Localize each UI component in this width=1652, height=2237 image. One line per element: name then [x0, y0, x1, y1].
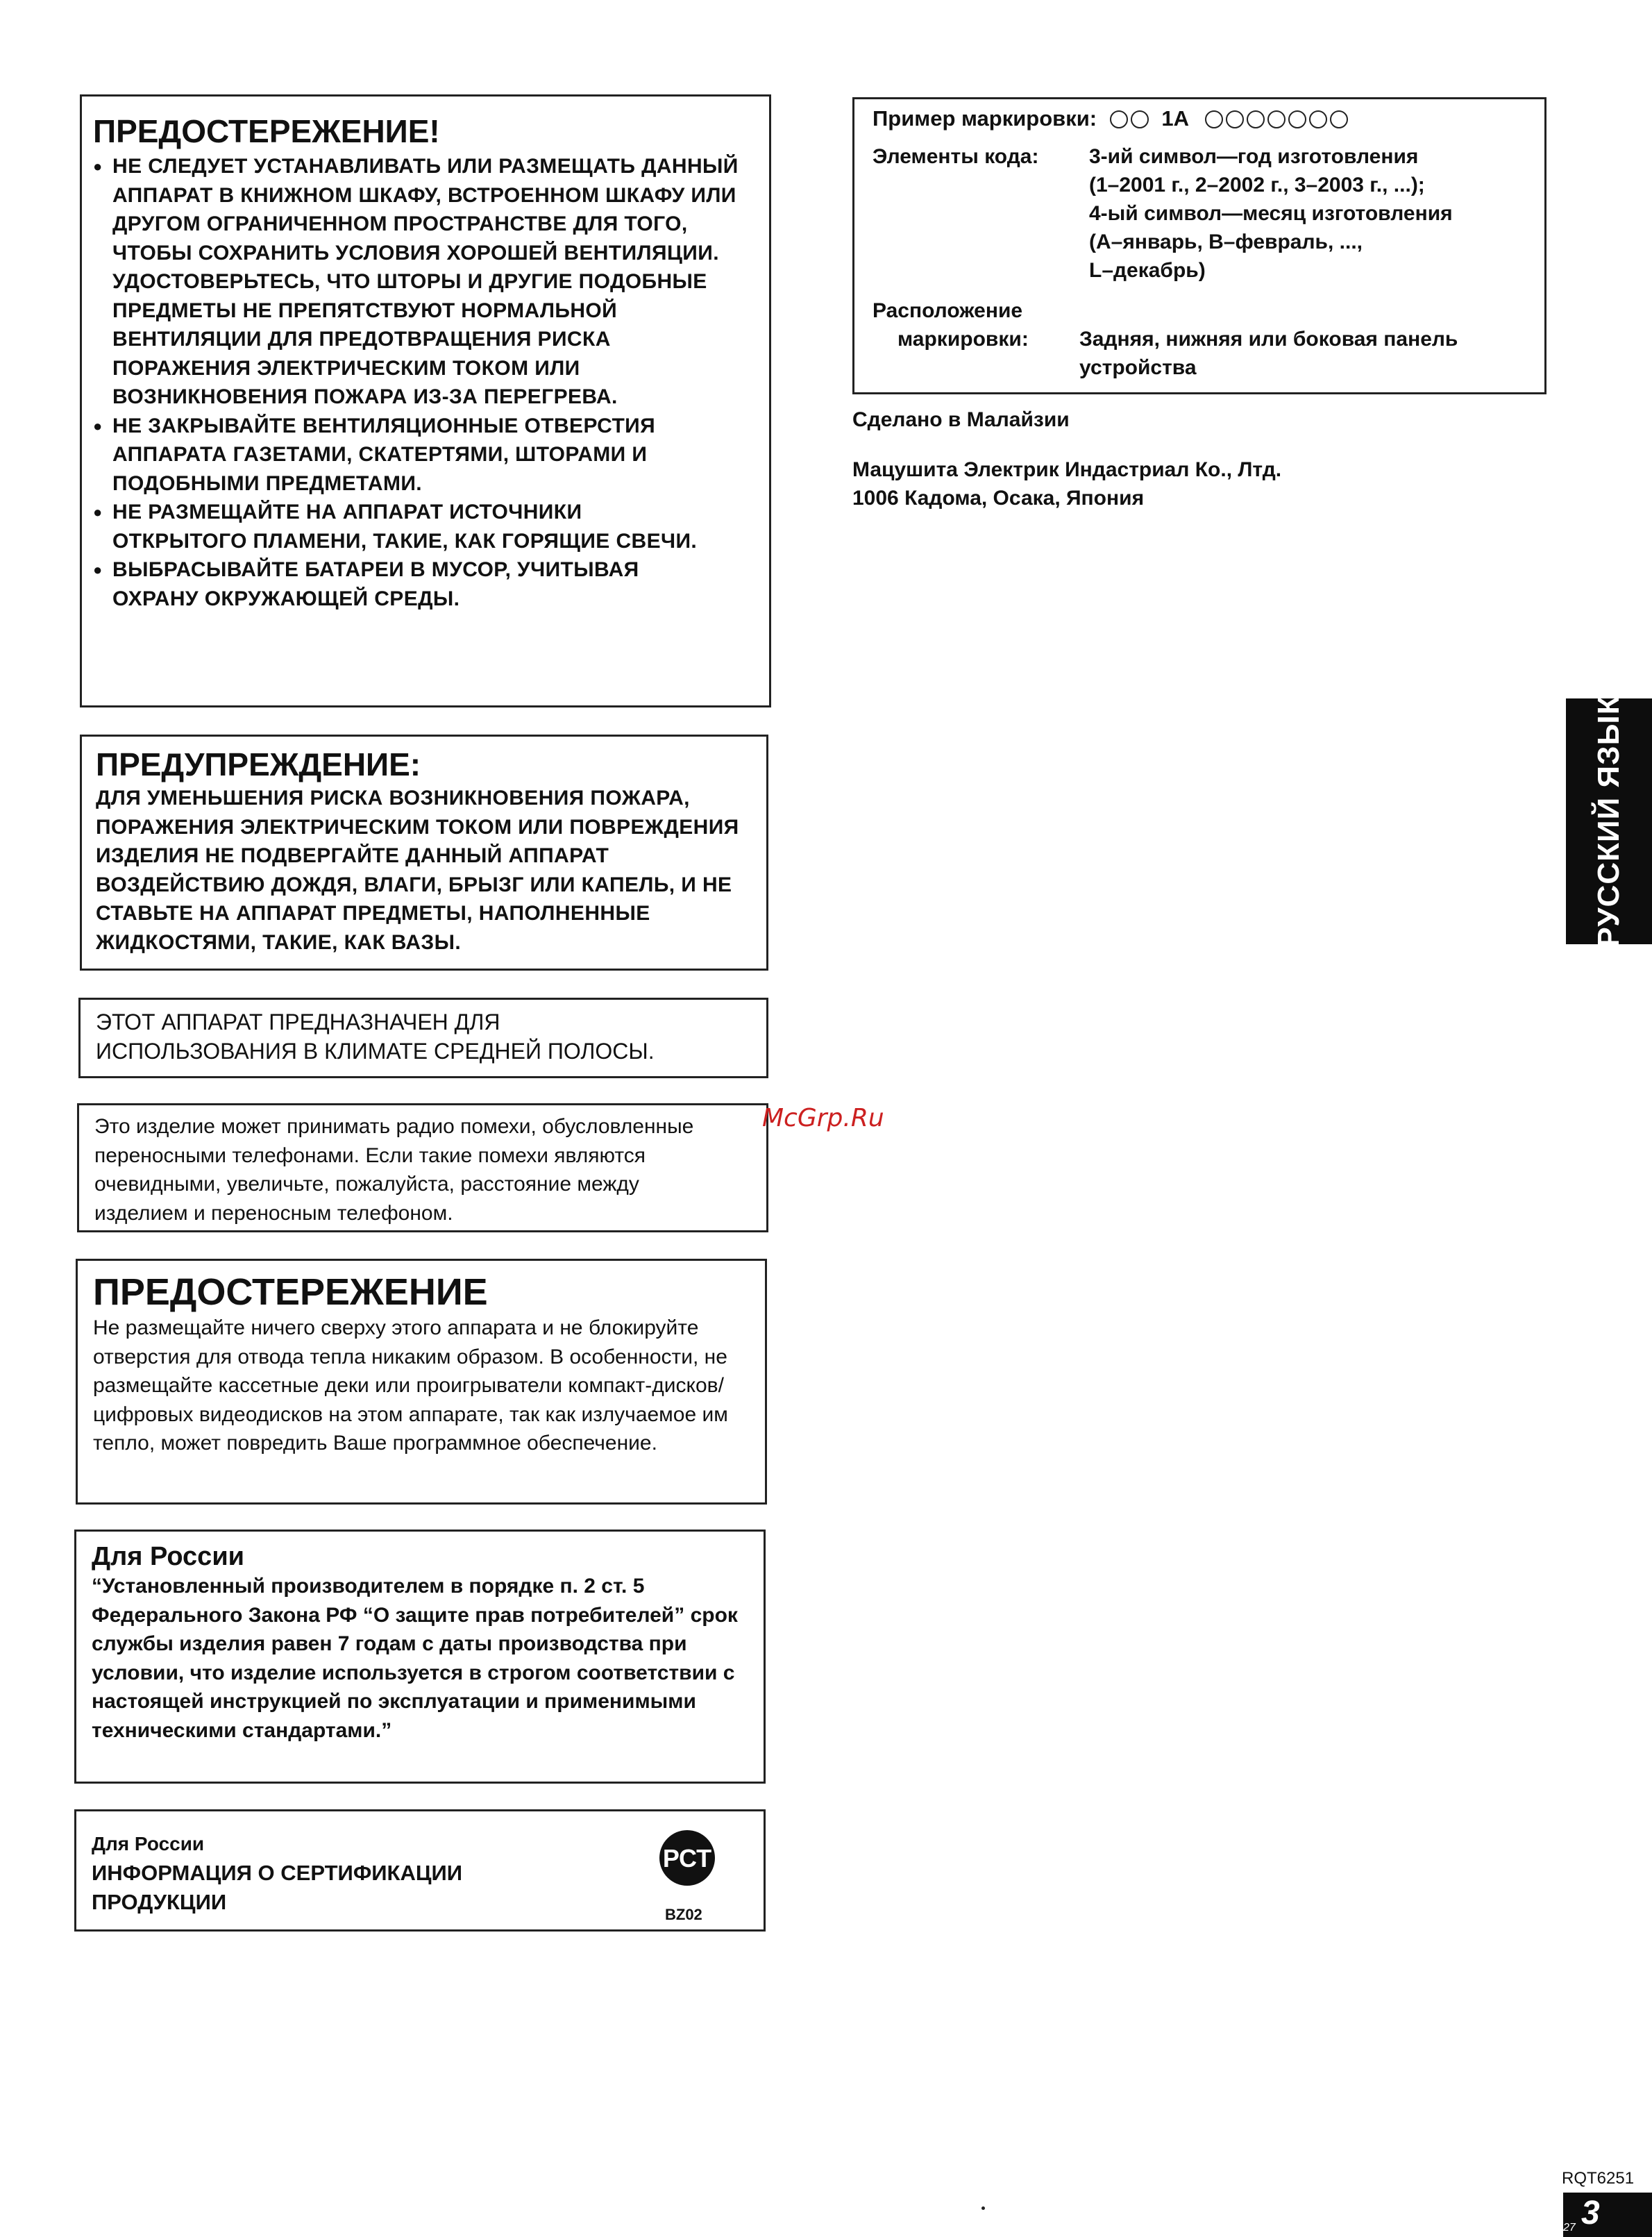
bullet-item: ● НЕ СЛЕДУЕТ УСТАНАВЛИВАТЬ ИЛИ РАЗМЕЩАТЬ ДАННЫЙ АППАРАТ В КНИЖНОМ ШКАФУ, ВСТРОЕННОМ ШКАФУ ИЛИ ДРУГОМ ОГРАНИЧЕННОМ ПРОСТРАНСТВЕ ДЛЯ ТОГО, ЧТОБЫ СОХРАНИТЬ УСЛОВИЯ ХОРОШЕЙ ВЕНТИЛЯЦИИ. УДОСТОВЕРЬТЕСЬ, ЧТО ШТОРЫ И ДРУГИЕ ПОДОБНЫЕ ПРЕДМЕТЫ НЕ ПРЕПЯТСТВУЮТ НОРМАЛЬНОЙ ВЕНТИЛЯЦИИ ДЛЯ ПРЕДОТВРАЩЕНИЯ РИСКА ПОРАЖЕНИЯ ЭЛЕКТРИЧЕСКИМ ТОКОМ ИЛИ ВОЗНИКНОВЕНИЯ ПОЖАРА ИЗ-ЗА ПЕРЕГРЕВА.	[93, 152, 751, 412]
example-label: Пример маркировки:	[873, 106, 1097, 131]
svg-text:РСТ: РСТ	[662, 1844, 712, 1872]
location-label-2: маркировки:	[897, 328, 1029, 351]
location-value	[1079, 325, 1458, 382]
code-label: Элементы кода:	[873, 145, 1039, 168]
warning-title: ПРЕДУПРЕЖДЕНИЕ:	[96, 746, 421, 782]
dot-mark	[981, 2206, 985, 2210]
russia-cert-title: Для России	[92, 1833, 205, 1854]
doc-code: RQT6251	[1562, 2169, 1635, 2188]
watermark[interactable]: McGrp.Ru	[762, 1104, 884, 1132]
code-line: 3-ий символ—год изготовления	[1089, 145, 1419, 168]
caution-text-2: Не размещайте ничего сверху этого аппарата и не блокируйте отверстия для отвода тепла никаким образом. В особенности, не размещайте кассетные деки или проигрыватели компакт-дисков/цифровых видеодисков на этом аппарате, так как излучаемое им тепло, может повредить Ваше программное обеспечение.	[93, 1316, 728, 1455]
russia-cert-box	[74, 1809, 766, 1932]
company-city: 1006 Кадома, Осака, Япония	[852, 487, 1145, 510]
caution-bullets	[93, 152, 758, 613]
code-description	[1089, 142, 1453, 285]
bullet-item: ● ВЫБРАСЫВАЙТЕ БАТАРЕИ В МУСОР, УЧИТЫВАЯ ОХРАНУ ОКРУЖАЮЩЕЙ СРЕДЫ.	[93, 555, 723, 613]
code-line: (1–2001 г., 2–2002 г., 3–2003 г., ...);	[1089, 174, 1425, 196]
code-circles-right	[1205, 106, 1351, 131]
warning-box	[80, 735, 768, 971]
interference-box	[77, 1103, 768, 1232]
location-line-2: устройства	[1079, 356, 1197, 379]
caution-title-1: ПРЕДОСТЕРЕЖЕНИЕ!	[93, 113, 440, 149]
company-name: Мацушита Электрик Индастриал Ко., Лтд.	[852, 458, 1282, 481]
bullet-item: ● НЕ РАЗМЕЩАЙТЕ НА АППАРАТ ИСТОЧНИКИ ОТКРЫТОГО ПЛАМЕНИ, ТАКИЕ, КАК ГОРЯЩИЕ СВЕЧИ.	[93, 498, 709, 555]
language-side-tab	[1566, 695, 1652, 948]
code-line: (А–январь, В–февраль, ...,	[1089, 231, 1363, 253]
code-circles-left	[1110, 106, 1158, 131]
made-in: Сделано в Малайзии	[852, 408, 1070, 431]
company-address	[852, 455, 1281, 512]
caution-box-2	[76, 1259, 767, 1505]
cert-code: BZ02	[665, 1906, 702, 1923]
climate-line-1: ЭТОТ АППАРАТ ПРЕДНАЗНАЧЕН ДЛЯ	[96, 1009, 500, 1034]
caution-title-2: ПРЕДОСТЕРЕЖЕНИЕ	[93, 1271, 488, 1313]
marking-box	[852, 97, 1546, 394]
rst-certification-logo	[632, 1827, 743, 1889]
example-row	[873, 105, 1351, 133]
cert-info-line-2: ПРОДУКЦИИ	[92, 1890, 227, 1914]
caution-box-1	[80, 94, 771, 707]
cert-info-line-1: ИНФОРМАЦИЯ О СЕРТИФИКАЦИИ	[92, 1861, 463, 1885]
russia-service-title: Для России	[92, 1542, 245, 1571]
location-line-1: Задняя, нижняя или боковая панель	[1079, 328, 1458, 351]
location-label-1: Расположение	[873, 299, 1023, 322]
bullet-item: ● НЕ ЗАКРЫВАЙТЕ ВЕНТИЛЯЦИОННЫЕ ОТВЕРСТИЯ АППАРАТА ГАЗЕТАМИ, СКАТЕРТЯМИ, ШТОРАМИ И ПОДОБНЫМИ ПРЕДМЕТАМИ.	[93, 412, 751, 498]
page-number: 3	[1581, 2195, 1600, 2231]
warning-text: ДЛЯ УМЕНЬШЕНИЯ РИСКА ВОЗНИКНОВЕНИЯ ПОЖАРА, ПОРАЖЕНИЯ ЭЛЕКТРИЧЕСКИМ ТОКОМ ИЛИ ПОВРЕЖДЕНИЯ ИЗДЕЛИЯ НЕ ПОДВЕРГАЙТЕ ДАННЫЙ АППАРАТ ВОЗДЕЙСТВИЮ ДОЖДЯ, ВЛАГИ, БРЫЗГ ИЛИ КАПЕЛЬ, И НЕ СТАВЬТЕ НА АППАРАТ ПРЕДМЕТЫ, НАПОЛНЕННЫЕ ЖИДКОСТЯМИ, ТАКИЕ, КАК ВАЗЫ.	[96, 787, 739, 954]
example-code-mid: 1A	[1161, 106, 1189, 131]
interference-text: Это изделие может принимать радио помехи, обусловленные переносными телефонами. Если такие помехи являются очевидными, увеличьте, пожалуйста, расстояние между изделием и переносным телефоном.	[94, 1115, 694, 1225]
russia-service-box	[74, 1530, 766, 1784]
small-page-number: 27	[1563, 2222, 1576, 2234]
code-line: 4-ый символ—месяц изготовления	[1089, 202, 1453, 225]
language-tab-label: РУССКИЙ ЯЗЫК	[1592, 695, 1626, 948]
russia-service-text: “Установленный производителем в порядке п. 2 ст. 5 Федерального Закона РФ “О защите прав потребителей” срок службы изделия равен 7 годам с даты производства при условии, что изделие используется в строгом соответствии с настоящей инструкцией по эксплуатации и применимыми техническими стандартами.”	[92, 1575, 738, 1742]
climate-line-2: ИСПОЛЬЗОВАНИЯ В КЛИМАТЕ СРЕДНЕЙ ПОЛОСЫ.	[96, 1038, 655, 1064]
climate-box	[78, 998, 768, 1078]
code-line: L–декабрь)	[1089, 259, 1206, 282]
page-number-tab	[1563, 2193, 1652, 2237]
